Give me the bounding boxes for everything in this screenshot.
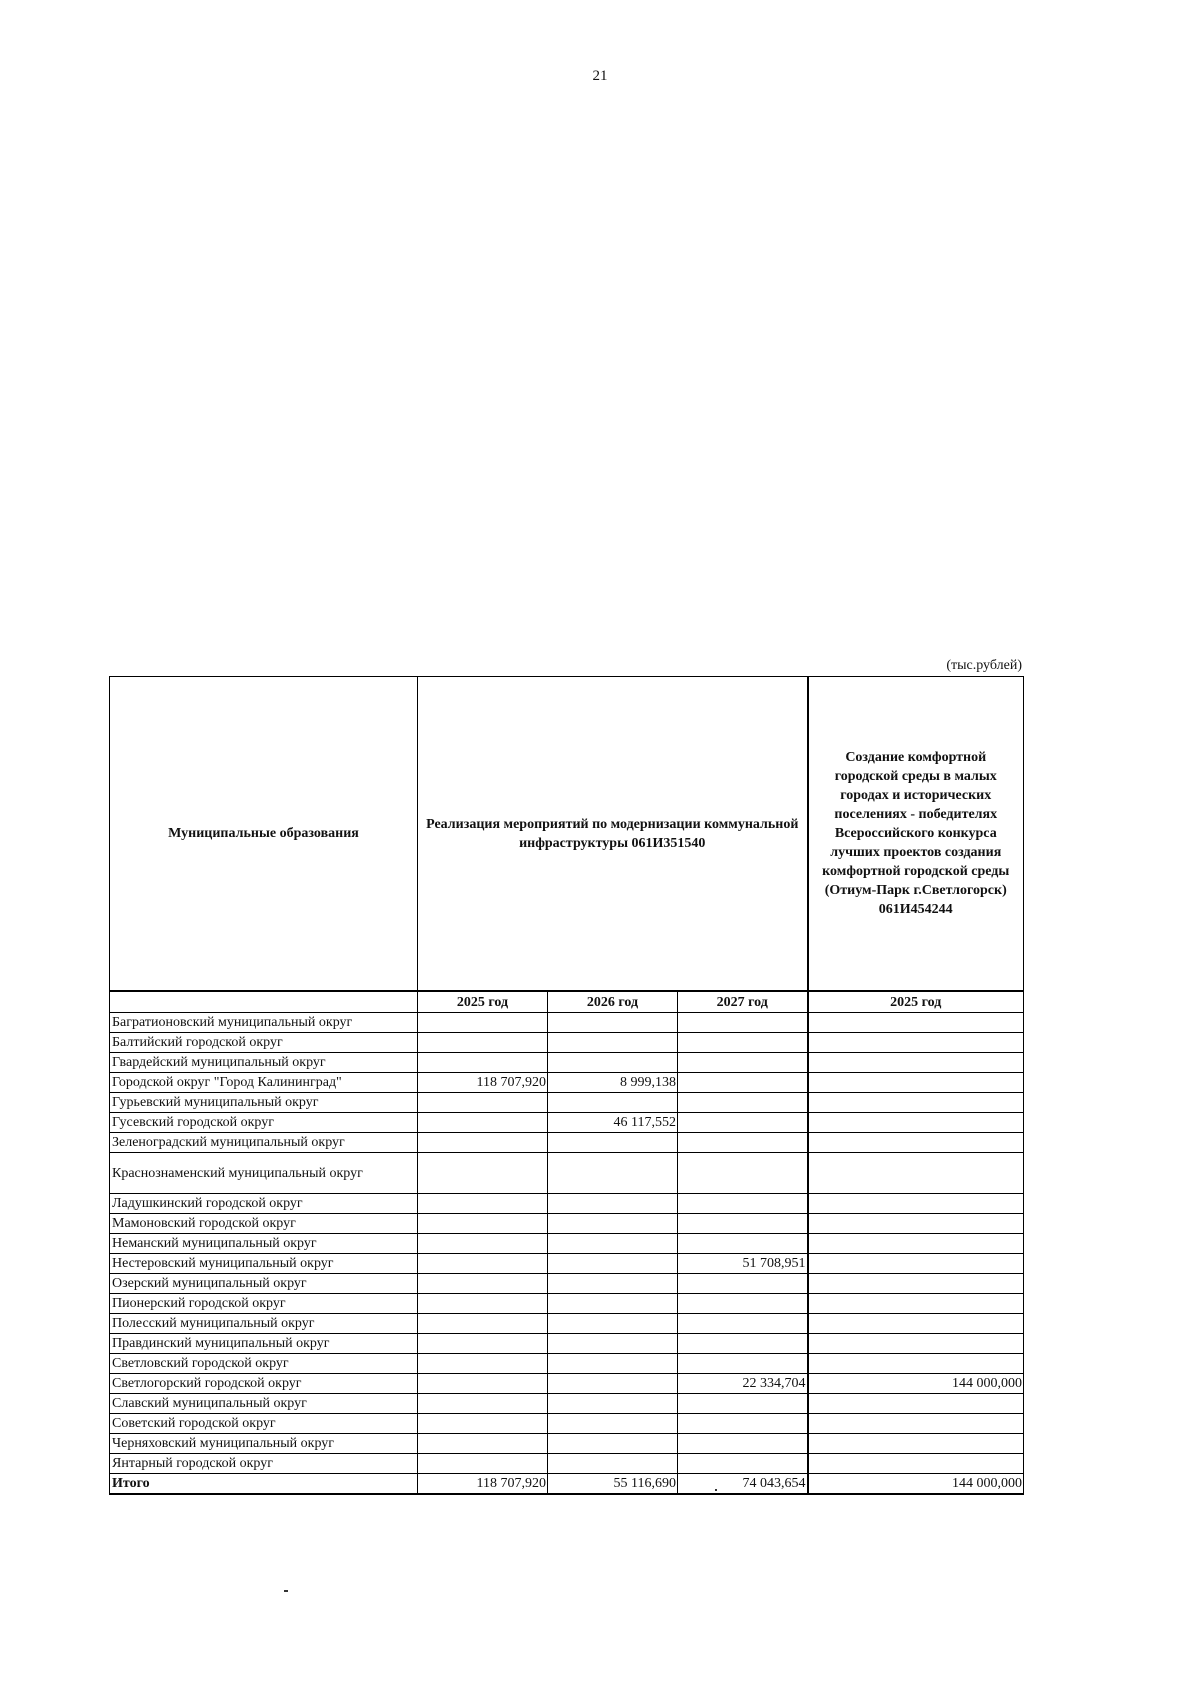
table-row (110, 1394, 1024, 1414)
cell-2027 (678, 1314, 808, 1334)
cell-2027 (678, 1454, 808, 1474)
cell-2026 (548, 1394, 678, 1414)
row-name: Мамоновский городской округ (110, 1214, 418, 1234)
cell-2026 (548, 1234, 678, 1254)
cell-2025 (418, 1133, 548, 1153)
row-name: Нестеровский муниципальный округ (110, 1254, 418, 1274)
cell-comfort-2025 (808, 1254, 1024, 1274)
cell-2025 (418, 1414, 548, 1434)
cell-2025 (418, 1434, 548, 1454)
row-name: Балтийский городской округ (110, 1033, 418, 1053)
cell-2027 (678, 1334, 808, 1354)
cell-2025 (418, 1314, 548, 1334)
cell-comfort-2025 (808, 1394, 1024, 1414)
cell-2025 (418, 1394, 548, 1414)
row-name: Ладушкинский городской округ (110, 1194, 418, 1214)
cell-comfort-2025 (808, 1434, 1024, 1454)
cell-2025: 118 707,920 (418, 1073, 548, 1093)
cell-2026 (548, 1194, 678, 1214)
cell-2025 (418, 1454, 548, 1474)
table-body (110, 1013, 1024, 1495)
row-name: Светлогорский городской округ (110, 1374, 418, 1394)
year-header-2027: 2027 год (678, 991, 808, 1013)
cell-2025 (418, 1093, 548, 1113)
table-row (110, 1414, 1024, 1434)
table-row (110, 1033, 1024, 1053)
table-row (110, 1013, 1024, 1033)
row-name: Озерский муниципальный округ (110, 1274, 418, 1294)
table-row (110, 1053, 1024, 1073)
cell-comfort-2025: 144 000,000 (808, 1374, 1024, 1394)
cell-2027 (678, 1093, 808, 1113)
table-row (110, 1153, 1024, 1194)
table-row (110, 1374, 1024, 1394)
row-name: Правдинский муниципальный округ (110, 1334, 418, 1354)
cell-comfort-2025 (808, 1454, 1024, 1474)
total-row (110, 1474, 1024, 1495)
row-name: Гурьевский муниципальный округ (110, 1093, 418, 1113)
cell-2027 (678, 1434, 808, 1454)
cell-comfort-2025 (808, 1234, 1024, 1254)
row-name: Городской округ "Город Калининград" (110, 1073, 418, 1093)
cell-2027 (678, 1073, 808, 1093)
header-comfort: Создание комфортной городской среды в малых городах и исторических поселениях - победителях Всероссийского конкурса лучших проектов создания комфортной городской среды (Отиум-Парк г.Светлогорск) 061И454244 (808, 677, 1024, 992)
cell-2026 (548, 1033, 678, 1053)
table-row (110, 1354, 1024, 1374)
table-row (110, 1194, 1024, 1214)
scan-dot (715, 1489, 717, 1491)
table-row (110, 1314, 1024, 1334)
row-name: Светловский городской округ (110, 1354, 418, 1374)
year-header-blank (110, 991, 418, 1013)
cell-2025 (418, 1194, 548, 1214)
cell-2026 (548, 1434, 678, 1454)
year-header-2025: 2025 год (418, 991, 548, 1013)
cell-comfort-2025 (808, 1153, 1024, 1194)
cell-2027 (678, 1113, 808, 1133)
cell-2026 (548, 1294, 678, 1314)
cell-2026 (548, 1254, 678, 1274)
cell-2026 (548, 1414, 678, 1434)
cell-comfort-2025 (808, 1013, 1024, 1033)
table-row (110, 1294, 1024, 1314)
cell-2026 (548, 1053, 678, 1073)
cell-comfort-2025 (808, 1294, 1024, 1314)
table-row (110, 1073, 1024, 1093)
row-name: Советский городской округ (110, 1414, 418, 1434)
cell-2025 (418, 1374, 548, 1394)
cell-2027 (678, 1274, 808, 1294)
cell-2026 (548, 1374, 678, 1394)
row-name: Краснознаменский муниципальный округ (110, 1153, 418, 1194)
cell-2026 (548, 1274, 678, 1294)
cell-2027 (678, 1234, 808, 1254)
cell-2025 (418, 1334, 548, 1354)
scan-mark (284, 1590, 288, 1592)
row-name: Зеленоградский муниципальный округ (110, 1133, 418, 1153)
row-name: Неманский муниципальный округ (110, 1234, 418, 1254)
cell-2027 (678, 1013, 808, 1033)
cell-2027 (678, 1214, 808, 1234)
cell-comfort-2025 (808, 1053, 1024, 1073)
cell-2025 (418, 1234, 548, 1254)
row-name: Пионерский городской округ (110, 1294, 418, 1314)
page-number: 21 (592, 68, 608, 84)
cell-comfort-2025 (808, 1133, 1024, 1153)
cell-2026: 8 999,138 (548, 1073, 678, 1093)
total-2026: 55 116,690 (548, 1474, 678, 1495)
table-row (110, 1334, 1024, 1354)
row-name: Гусевский городской округ (110, 1113, 418, 1133)
cell-2027 (678, 1153, 808, 1194)
table-row (110, 1434, 1024, 1454)
cell-comfort-2025 (808, 1194, 1024, 1214)
cell-2026 (548, 1133, 678, 1153)
cell-comfort-2025 (808, 1073, 1024, 1093)
cell-2026 (548, 1153, 678, 1194)
cell-2025 (418, 1013, 548, 1033)
table-row (110, 1234, 1024, 1254)
row-name: Черняховский муниципальный округ (110, 1434, 418, 1454)
row-name: Янтарный городской округ (110, 1454, 418, 1474)
cell-comfort-2025 (808, 1214, 1024, 1234)
cell-2026 (548, 1334, 678, 1354)
cell-2027 (678, 1133, 808, 1153)
row-name: Гвардейский муниципальный округ (110, 1053, 418, 1073)
cell-2027 (678, 1394, 808, 1414)
budget-table (109, 676, 1024, 1495)
cell-2026 (548, 1214, 678, 1234)
total-2027: 74 043,654 (678, 1474, 808, 1495)
table-row (110, 1454, 1024, 1474)
cell-2025 (418, 1053, 548, 1073)
total-comfort-2025: 144 000,000 (808, 1474, 1024, 1495)
cell-2027 (678, 1414, 808, 1434)
cell-2025 (418, 1033, 548, 1053)
cell-2027: 51 708,951 (678, 1254, 808, 1274)
table-row (110, 1133, 1024, 1153)
table-row (110, 1254, 1024, 1274)
cell-2025 (418, 1354, 548, 1374)
cell-comfort-2025 (808, 1093, 1024, 1113)
total-2025: 118 707,920 (418, 1474, 548, 1495)
cell-2026 (548, 1093, 678, 1113)
row-name: Славский муниципальный округ (110, 1394, 418, 1414)
cell-2027 (678, 1294, 808, 1314)
year-header-2026: 2026 год (548, 991, 678, 1013)
cell-2027: 22 334,704 (678, 1374, 808, 1394)
cell-comfort-2025 (808, 1414, 1024, 1434)
total-label: Итого (110, 1474, 418, 1495)
cell-2027 (678, 1033, 808, 1053)
cell-2027 (678, 1194, 808, 1214)
row-name: Полесский муниципальный округ (110, 1314, 418, 1334)
table-row (110, 1274, 1024, 1294)
cell-comfort-2025 (808, 1033, 1024, 1053)
cell-comfort-2025 (808, 1113, 1024, 1133)
header-modernization: Реализация мероприятий по модернизации коммунальной инфраструктуры 061И351540 (418, 677, 808, 992)
cell-2025 (418, 1153, 548, 1194)
cell-2026 (548, 1454, 678, 1474)
cell-comfort-2025 (808, 1354, 1024, 1374)
table-row (110, 1093, 1024, 1113)
table-row (110, 1113, 1024, 1133)
cell-2026 (548, 1013, 678, 1033)
cell-2026 (548, 1314, 678, 1334)
cell-comfort-2025 (808, 1314, 1024, 1334)
cell-comfort-2025 (808, 1274, 1024, 1294)
cell-2027 (678, 1053, 808, 1073)
cell-2025 (418, 1274, 548, 1294)
cell-2026: 46 117,552 (548, 1113, 678, 1133)
header-municipalities: Муниципальные образования (110, 677, 418, 992)
table-row (110, 1214, 1024, 1234)
cell-2027 (678, 1354, 808, 1374)
cell-2025 (418, 1214, 548, 1234)
cell-2025 (418, 1294, 548, 1314)
cell-2025 (418, 1113, 548, 1133)
year-header-comfort-2025: 2025 год (808, 991, 1024, 1013)
row-name: Багратионовский муниципальный округ (110, 1013, 418, 1033)
cell-comfort-2025 (808, 1334, 1024, 1354)
cell-2025 (418, 1254, 548, 1274)
units-label: (тыс.рублей) (946, 658, 1022, 673)
cell-2026 (548, 1354, 678, 1374)
